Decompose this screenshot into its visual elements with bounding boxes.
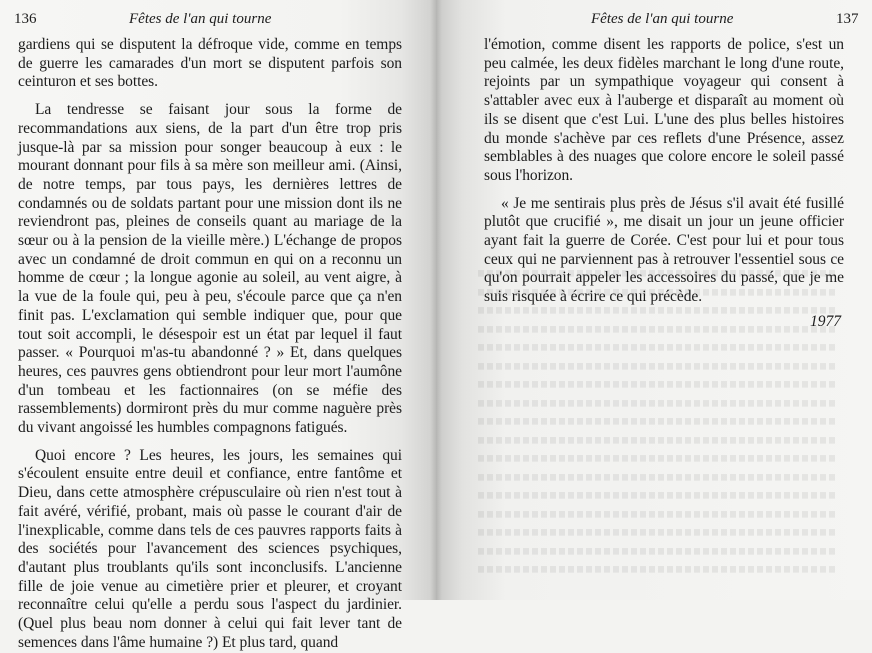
right-paragraph: l'émotion, comme disent les rapports de police, s'est un peu calmée, les deux fidèles marchant le long d'une route, rejoints par un sympathique voyageur qui consent à s'attabler avec eux à l'auberge et disparaît au moment où ils se disent que c'est Lui. L'une des plus belles histoires du monde s'achève par ces reflets d'une Présence, assez semblables à des nuages que colore encore le soleil passé sous l'horizon. (484, 36, 844, 184)
right-running-head: Fêtes de l'an qui tourne (591, 11, 734, 27)
right-page-number: 137 (836, 11, 859, 27)
show-through-text (478, 264, 838, 579)
left-paragraph: Quoi encore ? Les heures, les jours, les semaines qui s'écoulent ensuite entre deuil et confiance, entre fantôme et Dieu, dans cette atmosphère crépusculaire où rien n'est tout à fait avéré, vérifié, probant, mais où passe le courant d'air de l'inexplicable, comme dans tels de ces pauvres rapports faits à des sociétés pour l'avancement des sciences psychiques, d'autant plus troublants qu'ils sont inconclusifs. L'ancienne fille de joie venue au cimetière prier et pleurer, et croyant reconnaître celui qu'elle a perdu sous l'aspect du jardinier. (Quel plus beau nom donner à celui qui fait lever tant de semences dans l'âme humaine ?) Et plus tard, quand (18, 446, 402, 651)
book-gutter (430, 0, 442, 600)
left-page-number: 136 (14, 11, 37, 27)
closing-date: 1977 (810, 313, 841, 330)
left-running-head: Fêtes de l'an qui tourne (129, 11, 272, 27)
left-paragraph: La tendresse se faisant jour sous la forme de recommandations aux siens, de la part d'un être trop pris jusque-là par sa mission pour songer beaucoup à eux : le mourant donnant pour fils à sa mère son meilleur ami. (Ainsi, de notre temps, par tous pays, les dernières lettres de condamnés ou de soldats partant pour une mission dont ils ne reviendront pas, pleines de conseils quant au mariage de la sœur ou à la pension de la vieille mère.) L'échange de propos avec un condamné de droit commun en qui on a reconnu un homme de cœur ; la longue agonie au soleil, au vent aigre, à la vue de la foule qui, peu à peu, s'écoule parce que ça n'en finit pas. L'exclamation qui semble indiquer que, pour que tout soit accompli, le désespoir est un état par lequel il faut passer. « Pourquoi m'as-tu abandonné ? » Et, dans quelques heures, ces pauvres gens obtiendront pour leur mort l'aumône d'un tombeau et les factionnaires (on se méfie des rassemblements) dormiront près du mur comme naguère près du vivant angoissé les humbles compagnons fatigués. (18, 101, 402, 437)
right-paragraph: « Je me sentirais plus près de Jésus s'il avait été fusillé plutôt que crucifié », me disait un jour un jeune officier ayant fait la guerre de Corée. C'est pour lui et pour tous ceux qui ne parviennent pas à retrouver l'essentiel sous ce qu'on pourrait appeler les accessoires du passé, que je me suis risquée à écrire ce qui précède. (484, 194, 844, 306)
left-paragraph: gardiens qui se disputent la défroque vide, comme en temps de guerre les camarades d'un mort se disputent parfois son ceinturon et ses bottes. (18, 36, 402, 91)
left-page-body (18, 36, 402, 653)
